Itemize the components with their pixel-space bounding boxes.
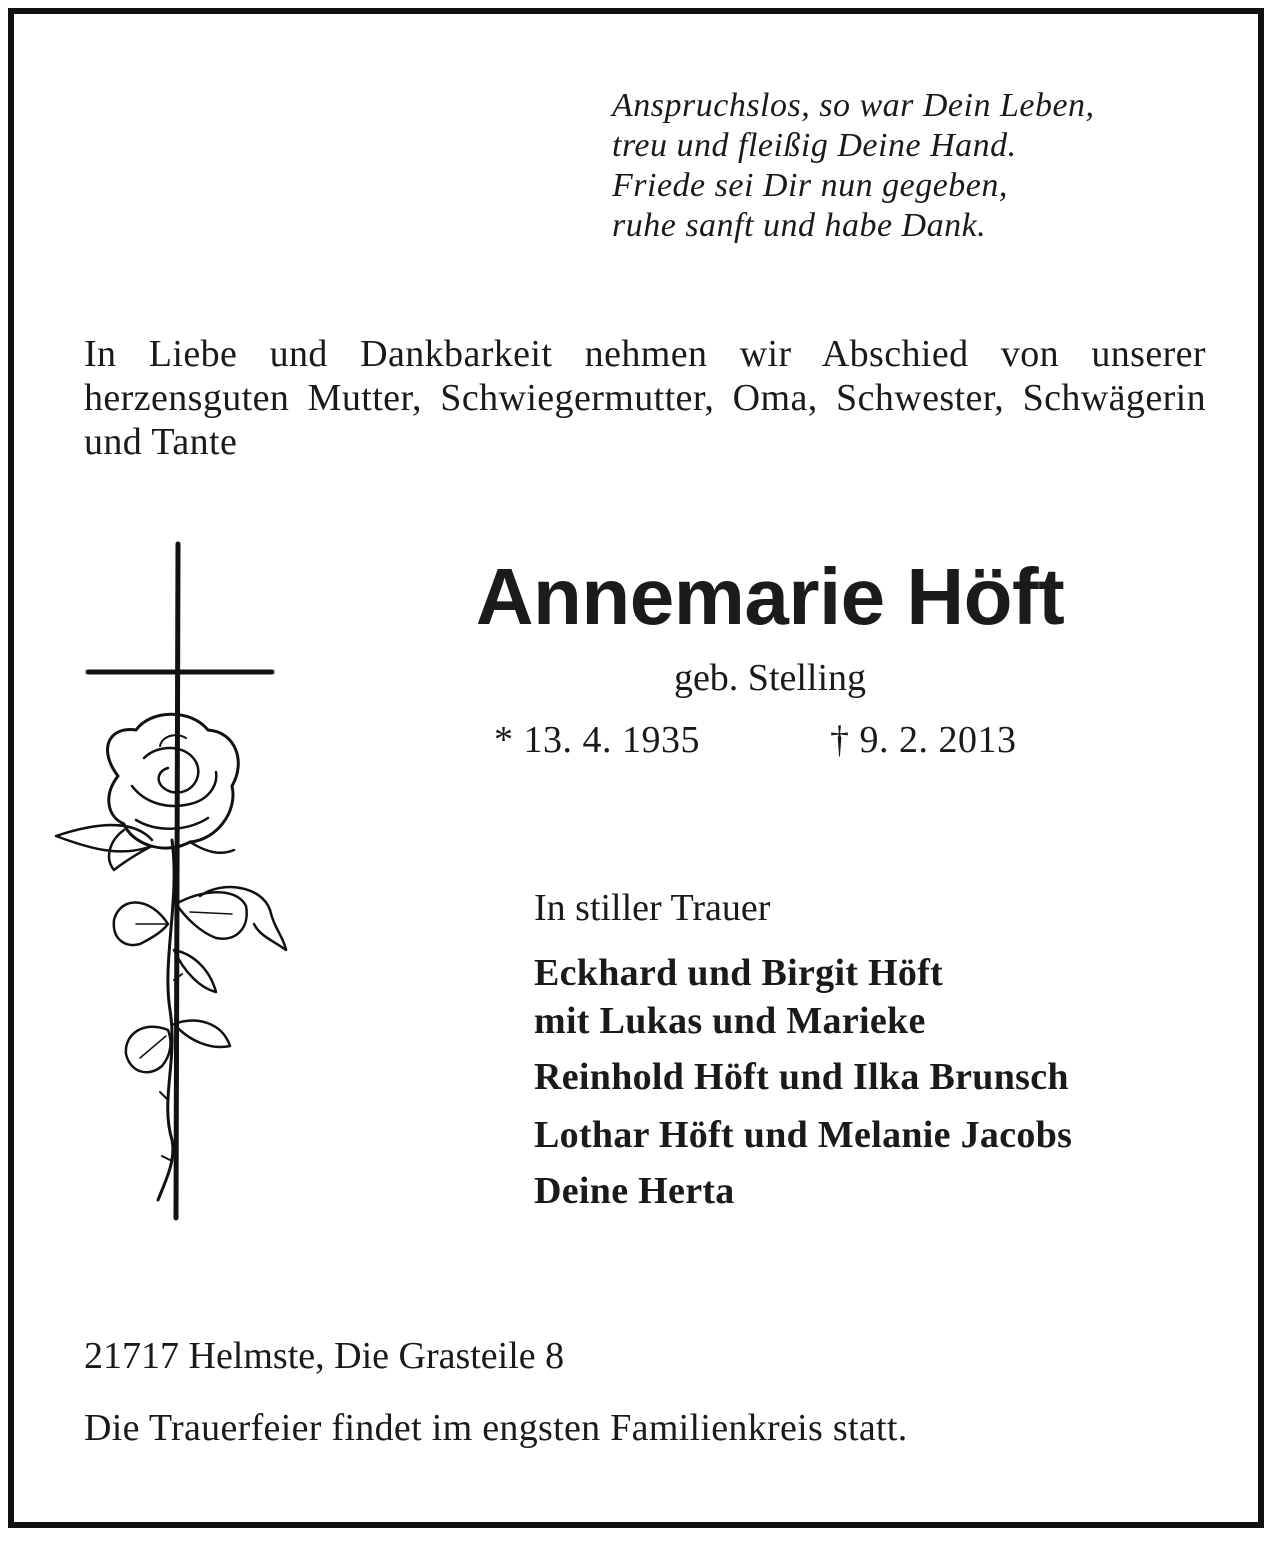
- birth-date: * 13. 4. 1935: [494, 719, 700, 761]
- poem-line: ruhe sanft und habe Dank.: [612, 207, 987, 244]
- deceased-name: Annemarie Höft: [475, 552, 1065, 641]
- mourner-line: Eckhard und Birgit Höft: [534, 952, 944, 994]
- mourner-line: Deine Herta: [534, 1170, 735, 1212]
- mourner-line: Reinhold Höft und Ilka Brunsch: [534, 1056, 1069, 1098]
- cross-with-rose-icon: [40, 540, 300, 1230]
- death-date: † 9. 2. 2013: [830, 719, 1017, 761]
- poem: [612, 86, 1232, 246]
- mourner-line: mit Lukas und Marieke: [534, 1000, 926, 1042]
- poem-line: Anspruchslos, so war Dein Leben,: [612, 87, 1095, 124]
- maiden-name: geb. Stelling: [673, 657, 867, 699]
- poem-line: treu und fleißig Deine Hand.: [612, 127, 1017, 164]
- mourning-intro: In stiller Trauer: [534, 887, 771, 929]
- poem-line: Friede sei Dir nun gegeben,: [612, 167, 1008, 204]
- mourner-line: Lothar Höft und Melanie Jacobs: [534, 1114, 1073, 1156]
- address: 21717 Helmste, Die Grasteile 8: [84, 1335, 565, 1377]
- intro-text: In Liebe und Dankbarkeit nehmen wir Abschied von unserer herzensguten Mutter, Schwiegermutter, Oma, Schwester, Schwägerin und Tante: [84, 333, 1206, 463]
- ceremony-note: Die Trauerfeier findet im engsten Familienkreis statt.: [84, 1407, 908, 1449]
